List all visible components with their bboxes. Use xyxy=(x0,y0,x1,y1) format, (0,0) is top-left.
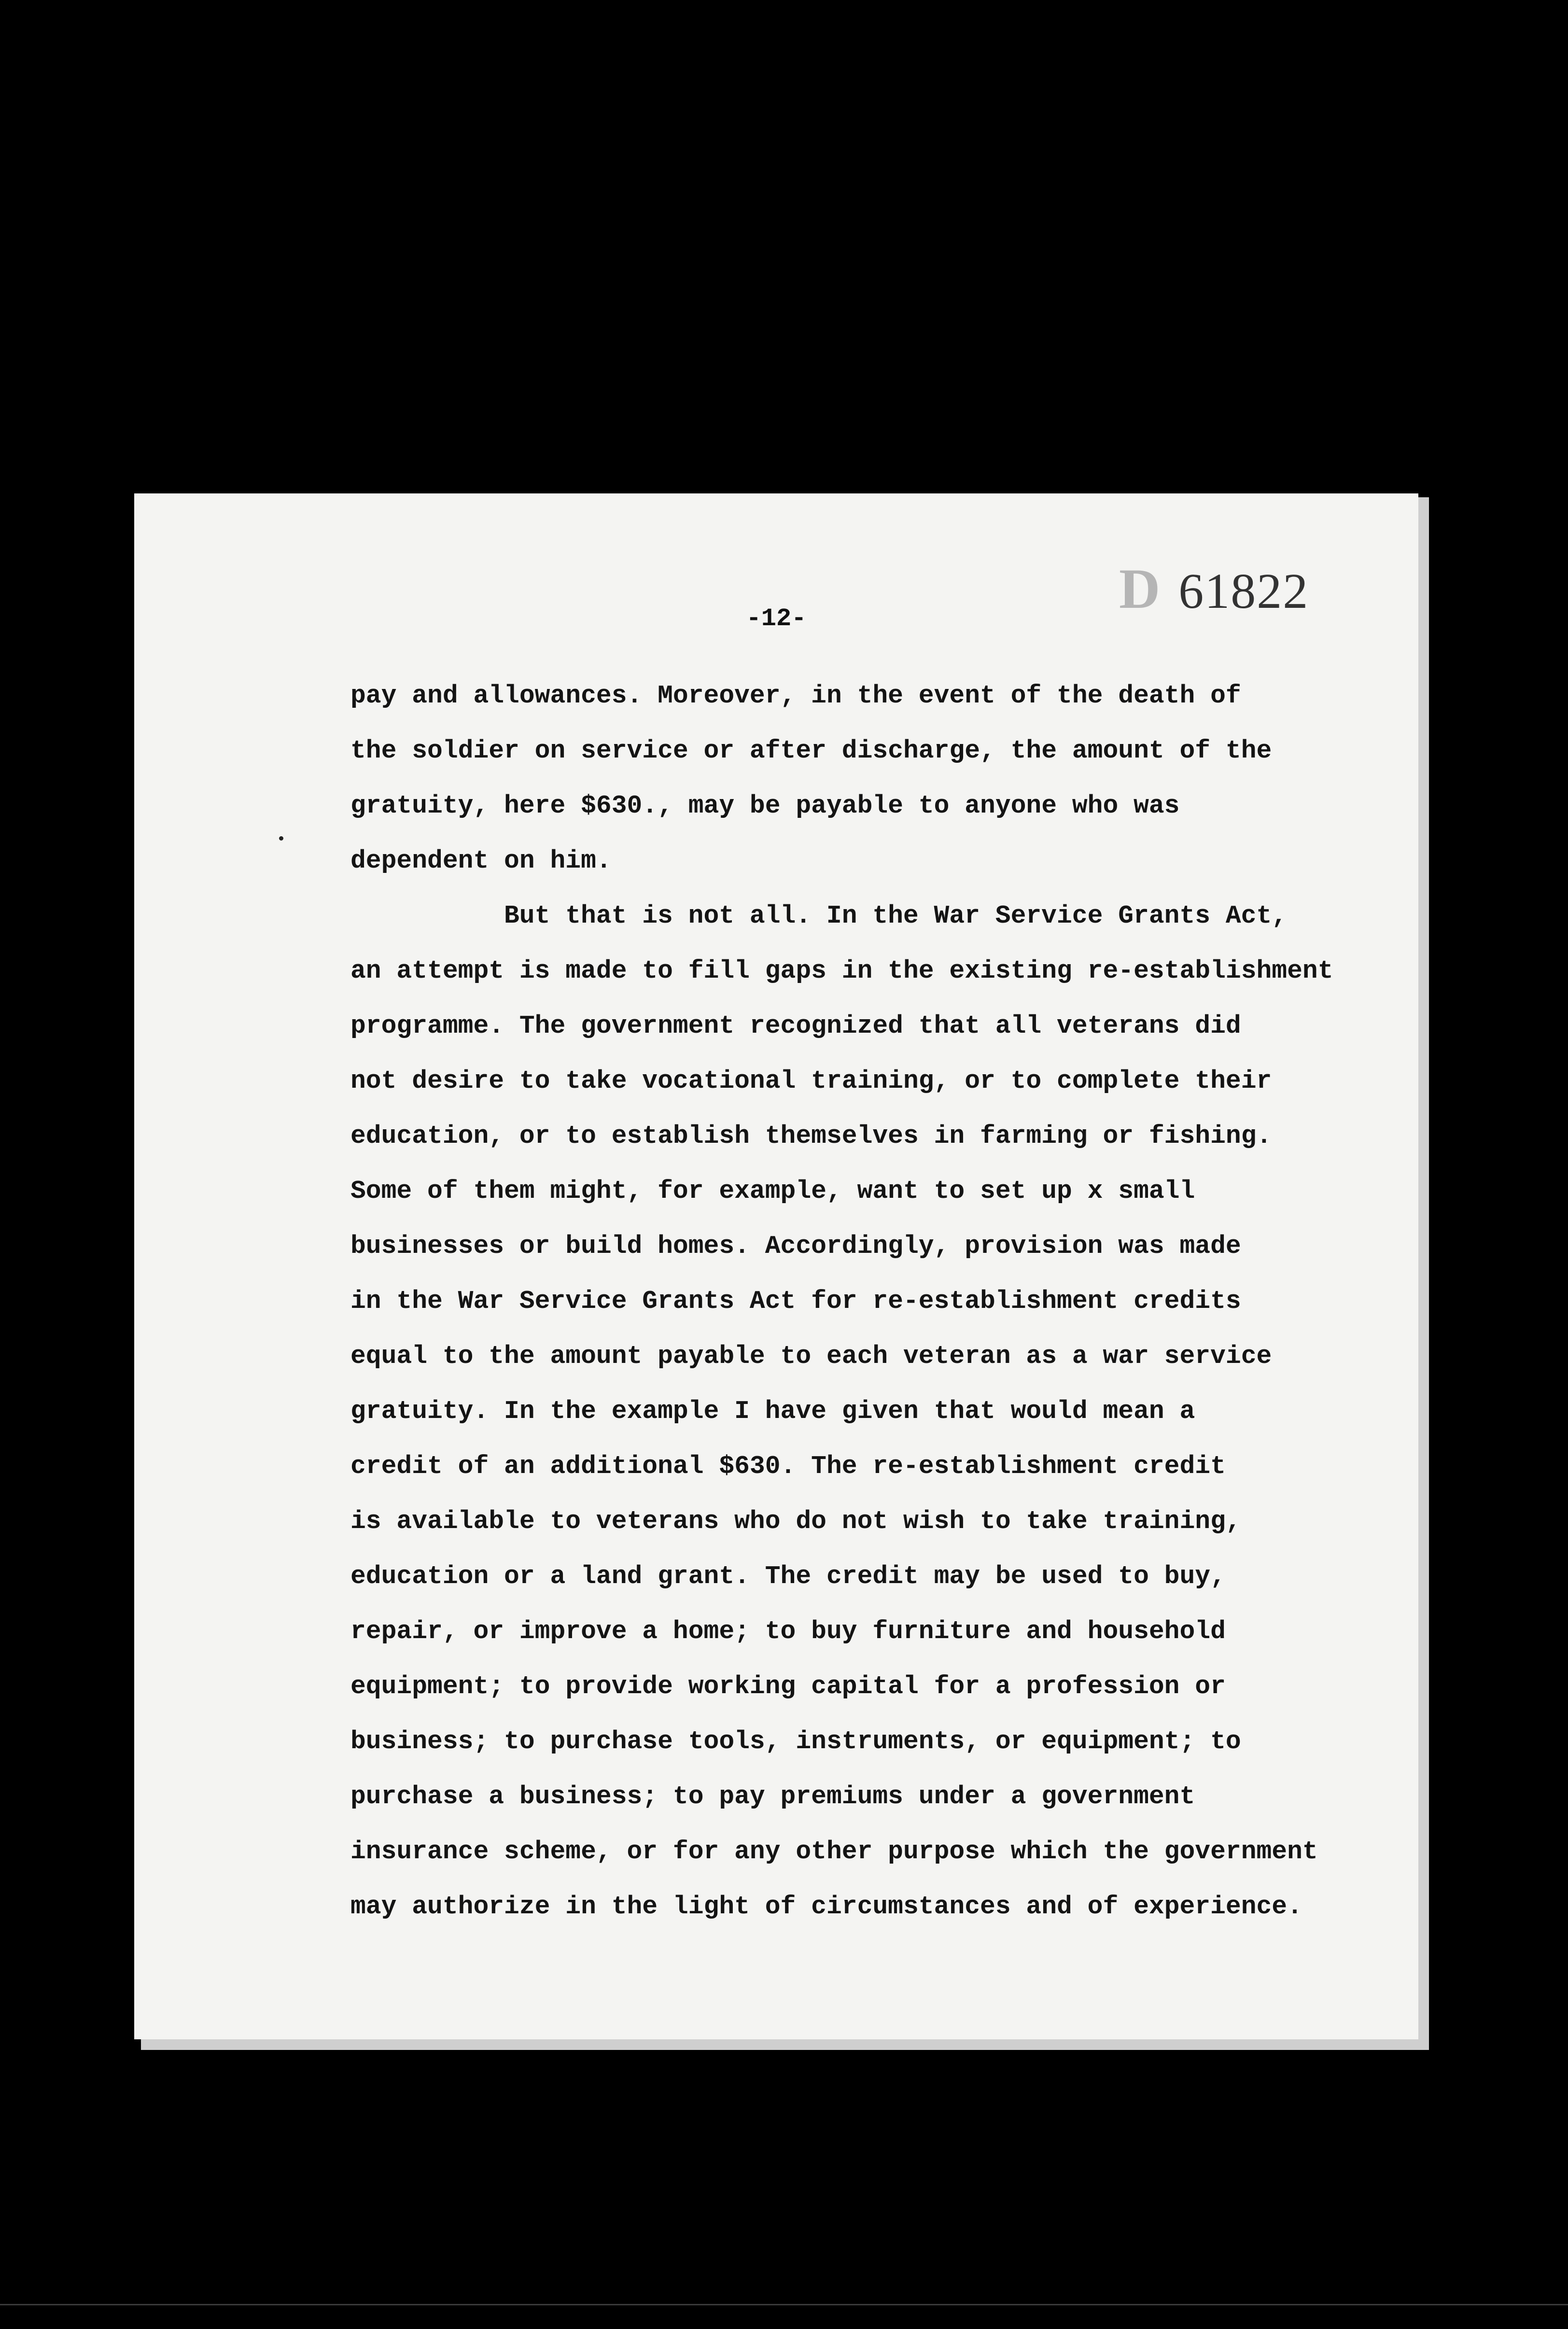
text-line: pay and allowances. Moreover, in the event of the death of xyxy=(350,681,1241,710)
text-line: gratuity. In the example I have given that would mean a xyxy=(350,1397,1195,1426)
stray-ink-mark xyxy=(279,836,283,841)
document-page xyxy=(134,493,1418,2039)
text-line: an attempt is made to fill gaps in the existing re-establishment xyxy=(350,956,1333,985)
document-number-value: 61822 xyxy=(1178,563,1309,619)
text-line: in the War Service Grants Act for re-establishment credits xyxy=(350,1287,1241,1316)
text-line: may authorize in the light of circumstances and of experience. xyxy=(350,1892,1302,1921)
text-line: not desire to take vocational training, or to complete their xyxy=(350,1066,1272,1095)
text-line: equal to the amount payable to each veteran as a war service xyxy=(350,1342,1272,1371)
text-line: businesses or build homes. Accordingly, provision was made xyxy=(350,1232,1241,1261)
text-line: credit of an additional $630. The re-establishment credit xyxy=(350,1452,1226,1481)
text-line: equipment; to provide working capital for a profession or xyxy=(350,1672,1226,1701)
text-line: education or a land grant. The credit may be used to buy, xyxy=(350,1562,1226,1591)
text-line: insurance scheme, or for any other purpose which the government xyxy=(350,1837,1318,1866)
scan-bottom-rule xyxy=(0,2304,1568,2305)
text-line: is available to veterans who do not wish to take training, xyxy=(350,1507,1241,1536)
document-number-prefix: D xyxy=(1119,557,1162,620)
text-line: gratuity, here $630., may be payable to anyone who was xyxy=(350,791,1180,820)
text-line: education, or to establish themselves in farming or fishing. xyxy=(350,1122,1272,1150)
text-line: programme. The government recognized that all veterans did xyxy=(350,1011,1241,1040)
text-line: purchase a business; to pay premiums under a government xyxy=(350,1782,1195,1811)
page-number: -12- xyxy=(746,604,807,633)
typed-body-text xyxy=(350,668,1413,1934)
text-line: repair, or improve a home; to buy furniture and household xyxy=(350,1617,1226,1646)
text-line: the soldier on service or after discharge, the amount of the xyxy=(350,736,1272,765)
text-line: Some of them might, for example, want to set up x small xyxy=(350,1177,1195,1206)
text-line: dependent on him. xyxy=(350,846,612,875)
text-line: But that is not all. In the War Service Grants Act, xyxy=(504,901,1288,930)
text-line: business; to purchase tools, instruments, or equipment; to xyxy=(350,1727,1241,1756)
